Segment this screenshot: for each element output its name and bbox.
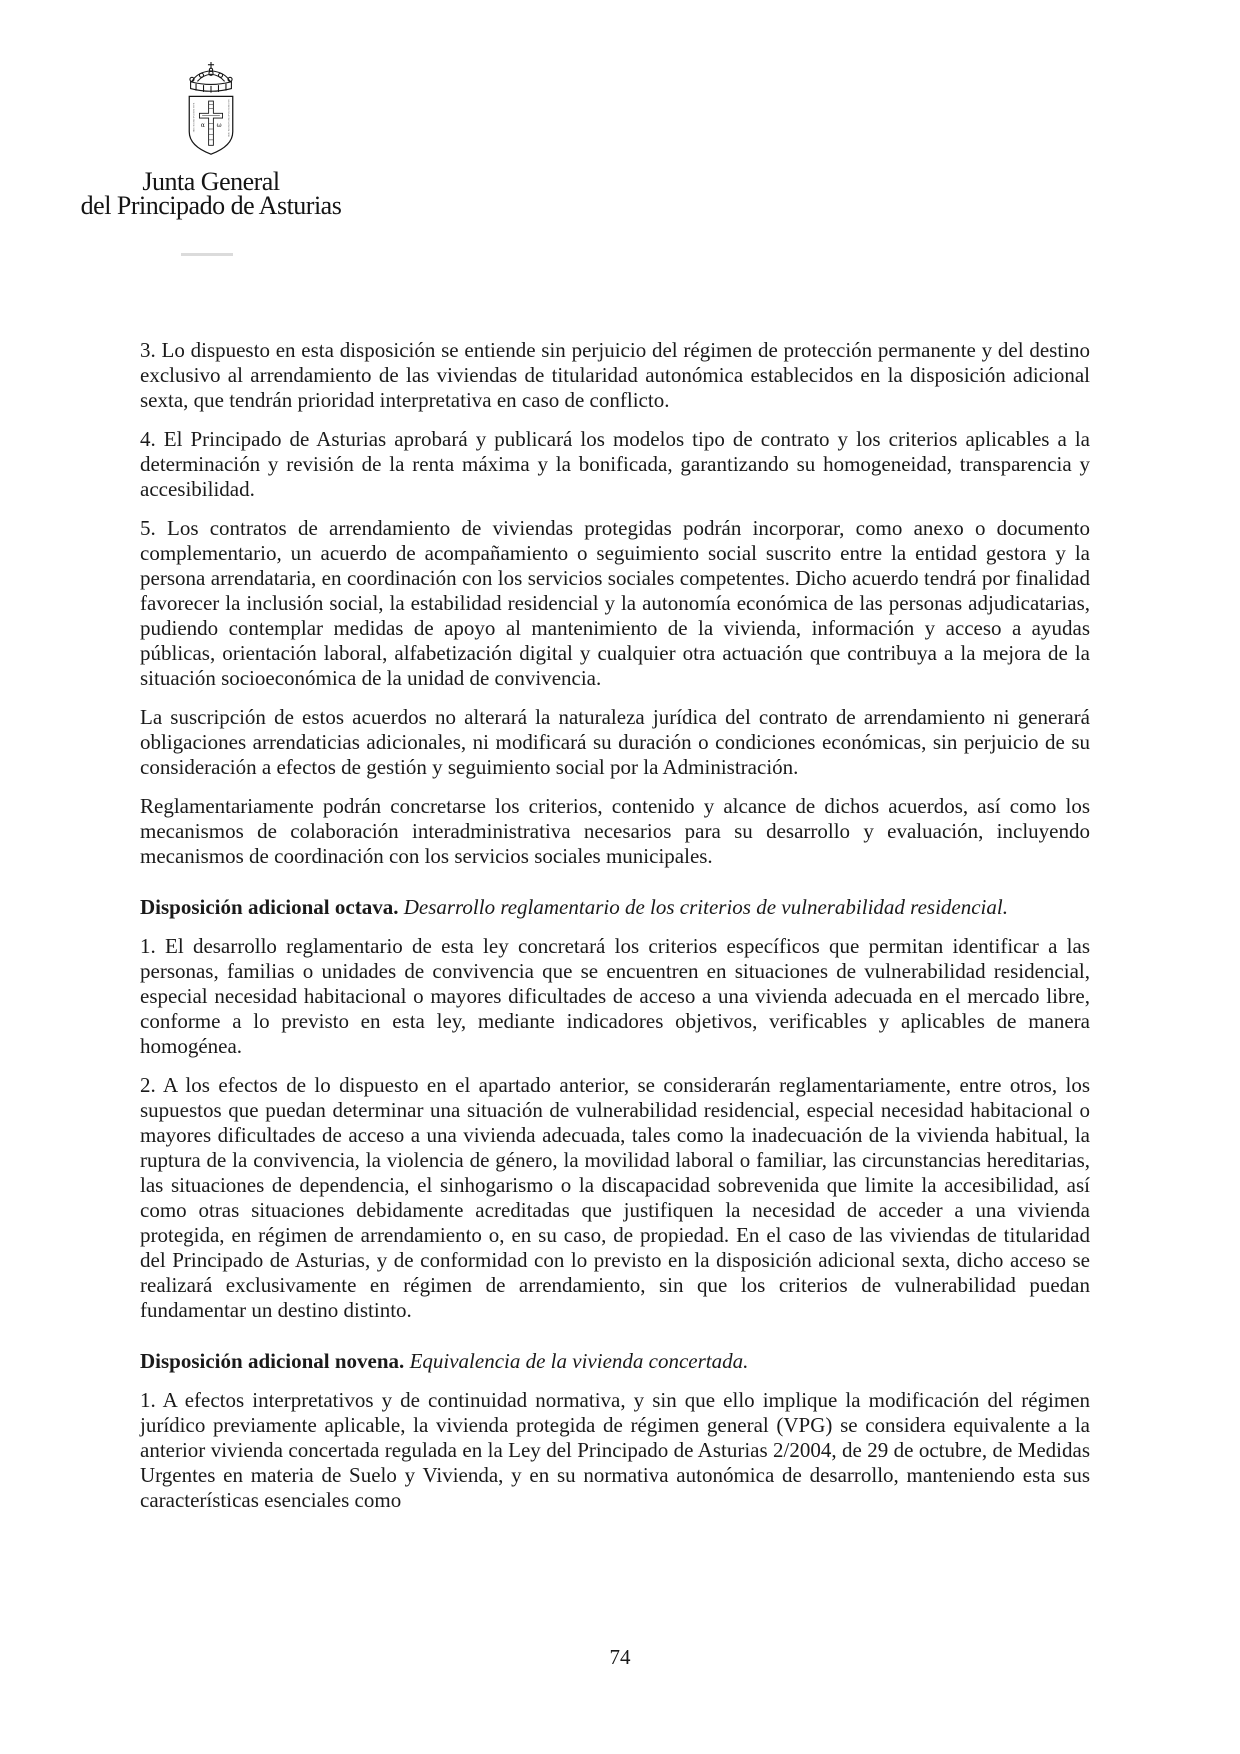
asturias-coat-of-arms-icon xyxy=(177,60,245,164)
page-footer xyxy=(0,1645,1240,1670)
institution-logo xyxy=(80,60,342,218)
heading-title: Disposición adicional novena. xyxy=(140,1349,405,1373)
document-body xyxy=(140,338,1090,1527)
institution-name-line2: del Principado de Asturias xyxy=(80,191,342,220)
paragraph-la-suscripcion: La suscripción de estos acuerdos no alterará la naturaleza jurídica del contrato de arrendamiento ni generará obligaciones arrendaticias adicionales, ni modificará su duración o condiciones económicas, sin perjuicio de su consideración a efectos de gestión y seguimiento social por la Administración. xyxy=(140,705,1090,779)
svg-text:α: α xyxy=(200,121,205,129)
paragraph-3-lo-dispuesto: 3. Lo dispuesto en esta disposición se entiende sin perjuicio del régimen de protección permanente y del destino exclusivo al arrendamiento de las viviendas de titularidad autonómica establecidos en la disposición adicional sexta, que tendrán prioridad interpretativa en caso de conflicto. xyxy=(140,338,1090,412)
paragraph-2-efectos-apartado-anterior: 2. A los efectos de lo dispuesto en el apartado anterior, se considerarán reglamentariamente, entre otros, los supuestos que puedan determinar una situación de vulnerabilidad residencial, especial necesidad habitacional o mayores dificultades de acceso a una vivienda adecuada, tales como la inadecuación de la vivienda habitual, la ruptura de la convivencia, la violencia de género, la movilidad laboral o familiar, las circunstancias hereditarias, las situaciones de dependencia, el sinhogarismo o la discapacidad sobrevenida que limite la accesibilidad, así como otras situaciones debidamente acreditadas que justifiquen la necesidad de acceder a una vivienda protegida, en régimen de arrendamiento o, en su caso, de propiedad. En el caso de las viviendas de titularidad del Principado de Asturias, y de conformidad con lo previsto en la disposición adicional sexta, dicho acceso se realizará exclusivamente en régimen de arrendamiento, sin que los criterios de vulnerabilidad puedan fundamentar un destino distinto. xyxy=(140,1073,1090,1322)
paragraph-reglamentariamente: Reglamentariamente podrán concretarse los criterios, contenido y alcance de dichos acuerdos, así como los mecanismos de colaboración interadministrativa necesarios para su desarrollo y evaluación, incluyendo mecanismos de coordinación con los servicios sociales municipales. xyxy=(140,794,1090,868)
paragraph-1-desarrollo-reglamentario: 1. El desarrollo reglamentario de esta ley concretará los criterios específicos que permitan identificar a las personas, familias o unidades de convivencia que se encuentren en situaciones de vulnerabilidad residencial, especial necesidad habitacional o mayores dificultades de acceso a una vivienda adecuada en el mercado libre, conforme a lo previsto en esta ley, mediante indicadores objetivos, verificables y aplicables de manera homogénea. xyxy=(140,934,1090,1058)
header-divider xyxy=(181,253,233,256)
page-number: 74 xyxy=(609,1645,631,1669)
heading-subtitle: Desarrollo reglamentario de los criterios de vulnerabilidad residencial. xyxy=(403,895,1008,919)
paragraph-4-principado-aprobara: 4. El Principado de Asturias aprobará y publicará los modelos tipo de contrato y los criterios aplicables a la determinación y revisión de la renta máxima y la bonificada, garantizando su homogeneidad, transparencia y accesibilidad. xyxy=(140,427,1090,501)
institution-name xyxy=(80,167,342,220)
paragraph-5-contratos-arrendamiento: 5. Los contratos de arrendamiento de viviendas protegidas podrán incorporar, como anexo o documento complementario, un acuerdo de acompañamiento o seguimiento social suscrito entre la entidad gestora y la persona arrendataria, en coordinación con los servicios sociales competentes. Dicho acuerdo tendrá por finalidad favorecer la inclusión social, la estabilidad residencial y la autonomía económica de las personas adjudicatarias, pudiendo contemplar medidas de apoyo al mantenimiento de la vivienda, información y acceso a ayudas públicas, orientación laboral, alfabetización digital y cualquier otra actuación que contribuya a la mejora de la situación socioeconómica de la unidad de convivencia. xyxy=(140,516,1090,690)
heading-subtitle: Equivalencia de la vivienda concertada. xyxy=(409,1349,749,1373)
heading-disposicion-adicional-novena xyxy=(140,1349,1090,1374)
svg-text:HOC·SIGNO·VINCITVR·INIMICVS: HOC·SIGNO·VINCITVR·INIMICVS xyxy=(227,99,231,138)
svg-text:HOC·SIGNO·TVETVR·PIVS: HOC·SIGNO·TVETVR·PIVS xyxy=(192,102,196,133)
institution-name-line1: Junta General xyxy=(142,167,280,196)
heading-disposicion-adicional-octava xyxy=(140,895,1090,920)
svg-text:ω: ω xyxy=(216,121,222,129)
paragraph-1-efectos-interpretativos: 1. A efectos interpretativos y de continuidad normativa, y sin que ello implique la modificación del régimen jurídico previamente aplicable, la vivienda protegida de régimen general (VPG) se considera equivalente a la anterior vivienda concertada regulada en la Ley del Principado de Asturias 2/2004, de 29 de octubre, de Medidas Urgentes en materia de Suelo y Vivienda, y en su normativa autonómica de desarrollo, manteniendo esta sus características esenciales como xyxy=(140,1388,1090,1512)
heading-title: Disposición adicional octava. xyxy=(140,895,399,919)
